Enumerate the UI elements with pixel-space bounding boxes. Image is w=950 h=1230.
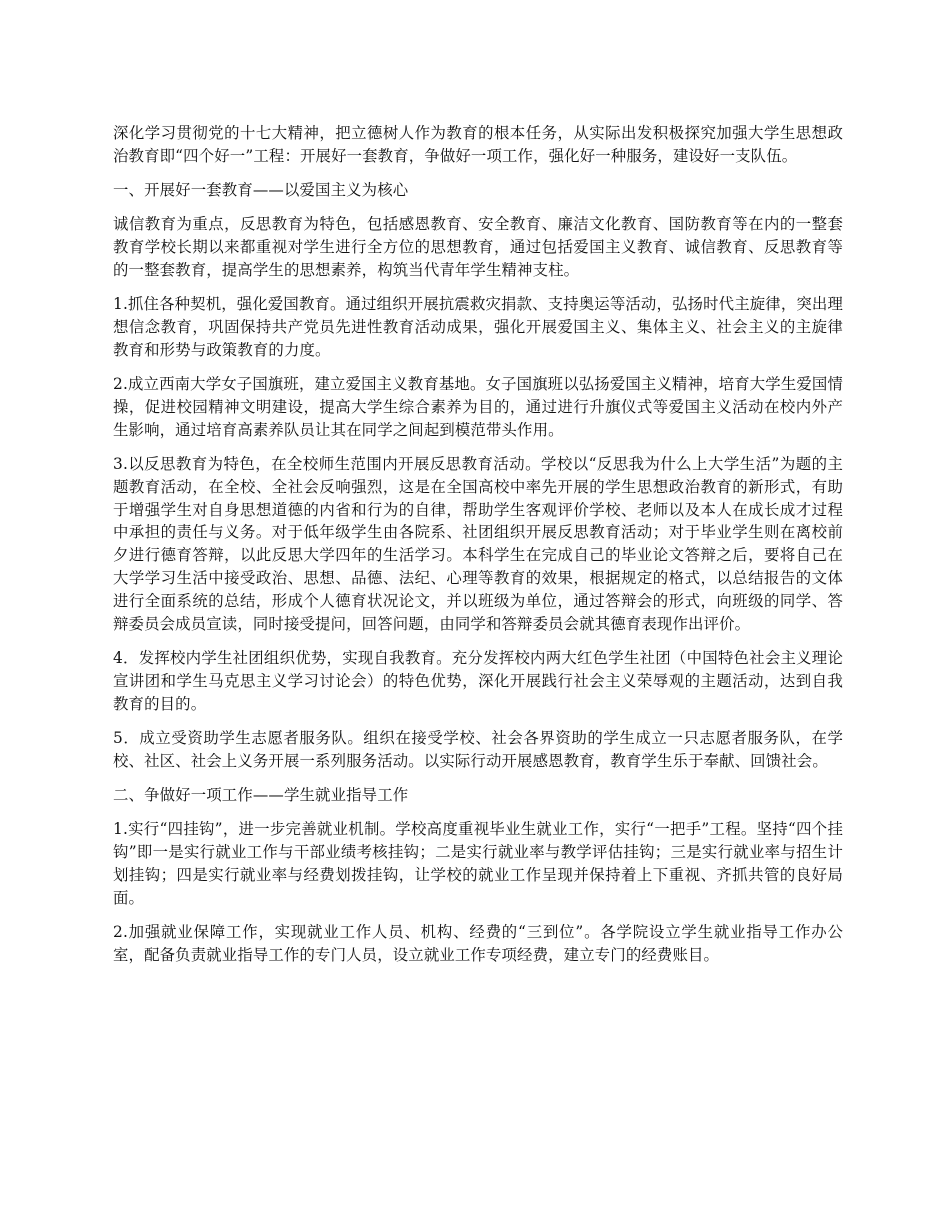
section-1-item-2: 2.成立西南大学女子国旗班，建立爱国主义教育基地。女子国旗班以弘扬爱国主义精神，培育大学生爱国情操，促进校园精神文明建设，提高大学生综合素养为目的，通过进行升旗仪式等爱国主义活动在校内外产生影响，通过培育高素养队员让其在同学之间起到模范带头作用。 (113, 375, 843, 439)
section-1-item-1: 1.抓住各种契机，强化爱国教育。通过组织开展抗震救灾捐款、支持奥运等活动，弘扬时代主旋律，突出理想信念教育，巩固保持共产党员先进性教育活动成果，强化开展爱国主义、集体主义、社会主义的主旋律教育和形势与政策教育的力度。 (113, 295, 843, 359)
section-1-intro-paragraph: 诚信教育为重点，反思教育为特色，包括感恩教育、安全教育、廉洁文化教育、国防教育等在内的一整套教育学校长期以来都重视对学生进行全方位的思想教育，通过包括爱国主义教育、诚信教育、反思教育等的一整套教育，提高学生的思想素养，构筑当代青年学生精神支柱。 (113, 215, 843, 279)
intro-paragraph: 深化学习贯彻党的十七大精神，把立德树人作为教育的根本任务，从实际出发积极探究加强大学生思想政治教育即“四个好一”工程：开展好一套教育，争做好一项工作，强化好一种服务，建设好一支队伍。 (113, 124, 843, 165)
section-heading-1: 一、开展好一套教育——以爱国主义为核心 (113, 181, 409, 200)
section-1-item-5: 5．成立受资助学生志愿者服务队。组织在接受学校、社会各界资助的学生成立一只志愿者服务队，在学校、社区、社会上义务开展一系列服务活动。以实际行动开展感恩教育，教育学生乐于奉献、回馈社会。 (113, 728, 843, 770)
section-1-item-3: 3.以反思教育为特色，在全校师生范围内开展反思教育活动。学校以“反思我为什么上大学生活”为题的主题教育活动，在全校、全社会反响强烈，这是在全国高校中率先开展的学生思想政治教育的新形式，有助于增强学生对自身思想道德的内省和行为的自律，帮助学生客观评价学校、老师以及本人在成长成才过程中承担的责任与义务。对于低年级学生由各院系、社团组织开展反思教育活动；对于毕业学生则在离校前夕进行德育答辩，以此反思大学四年的生活学习。本科学生在完成自己的毕业论文答辩之后，要将自己在大学学习生活中接受政治、思想、品德、法纪、心理等教育的效果，根据规定的格式，以总结报告的文体进行全面系统的总结，形成个人德育状况论文，并以班级为单位，通过答辩会的形式，向班级的同学、答辩委员会成员宣读，同时接受提问，回答问题，由同学和答辩委员会就其德育表现作出评价。 (113, 455, 843, 633)
section-2-item-1: 1.实行“四挂钩”，进一步完善就业机制。学校高度重视毕业生就业工作，实行“一把手”工程。坚持“四个挂钩”即一是实行就业工作与干部业绩考核挂钩；二是实行就业率与教学评估挂钩；三是实行就业率与招生计划挂钩；四是实行就业率与经费划拨挂钩，让学校的就业工作呈现并保持着上下重视、齐抓共管的良好局面。 (113, 820, 843, 907)
section-2-item-2: 2.加强就业保障工作，实现就业工作人员、机构、经费的“三到位”。各学院设立学生就业指导工作办公室，配备负责就业指导工作的专门人员，设立就业工作专项经费，建立专门的经费账目。 (113, 922, 843, 964)
section-1-item-4: 4．发挥校内学生社团组织优势，实现自我教育。充分发挥校内两大红色学生社团（中国特色社会主义理论宣讲团和学生马克思主义学习讨论会）的特色优势，深化开展践行社会主义荣辱观的主题活动，达到自我教育的目的。 (113, 648, 843, 713)
section-heading-2: 二、争做好一项工作——学生就业指导工作 (113, 785, 409, 804)
document-body (113, 122, 843, 978)
